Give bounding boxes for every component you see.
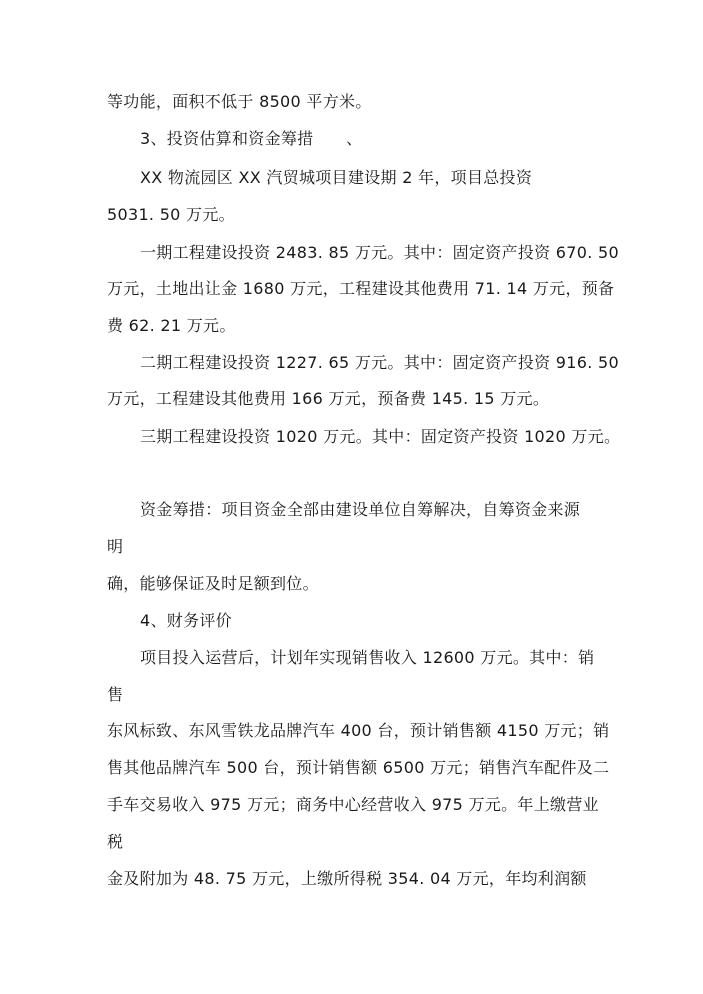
text-line: 售 [107, 685, 124, 704]
section-heading: 4、财务评价 [140, 611, 232, 630]
text-line: 确，能够保证及时足额到位。 [107, 574, 319, 593]
text-line: 东风标致、东风雪铁龙品牌汽车 400 台，预计销售额 4150 万元；销 [107, 721, 610, 740]
text-line: 售其他品牌汽车 500 台，预计销售额 6500 万元；销售汽车配件及二 [107, 758, 610, 777]
text-line: 万元，工程建设其他费用 166 万元，预备费 145. 15 万元。 [107, 389, 550, 408]
text-line: 手车交易收入 975 万元；商务中心经营收入 975 万元。年上缴营业 [107, 795, 599, 814]
text-line: 5031. 50 万元。 [107, 205, 235, 224]
text-line: 三期工程建设投资 1020 万元。其中：固定资产投资 1020 万元。 [140, 427, 621, 446]
text-line: 万元，土地出让金 1680 万元，工程建设其他费用 71. 14 万元，预备 [107, 279, 615, 298]
text-line: 一期工程建设投资 2483. 85 万元。其中：固定资产投资 670. 50 [140, 243, 619, 262]
text-line: 二期工程建设投资 1227. 65 万元。其中：固定资产投资 916. 50 [140, 353, 619, 372]
text-line: 金及附加为 48. 75 万元，上缴所得税 354. 04 万元，年均利润额 [107, 869, 587, 888]
text-line: XX 物流园区 XX 汽贸城项目建设期 2 年，项目总投资 [140, 168, 533, 187]
section-heading: 3、投资估算和资金筹措 、 [140, 129, 363, 148]
text-line: 明 [107, 537, 124, 556]
text-line: 项目投入运营后，计划年实现销售收入 12600 万元。其中：销 [140, 648, 595, 667]
text-line: 税 [107, 832, 124, 851]
text-line: 等功能，面积不低于 8500 平方米。 [107, 92, 372, 111]
text-line: 费 62. 21 万元。 [107, 316, 236, 335]
text-line: 资金筹措：项目资金全部由建设单位自筹解决，自筹资金来源 [140, 500, 581, 519]
